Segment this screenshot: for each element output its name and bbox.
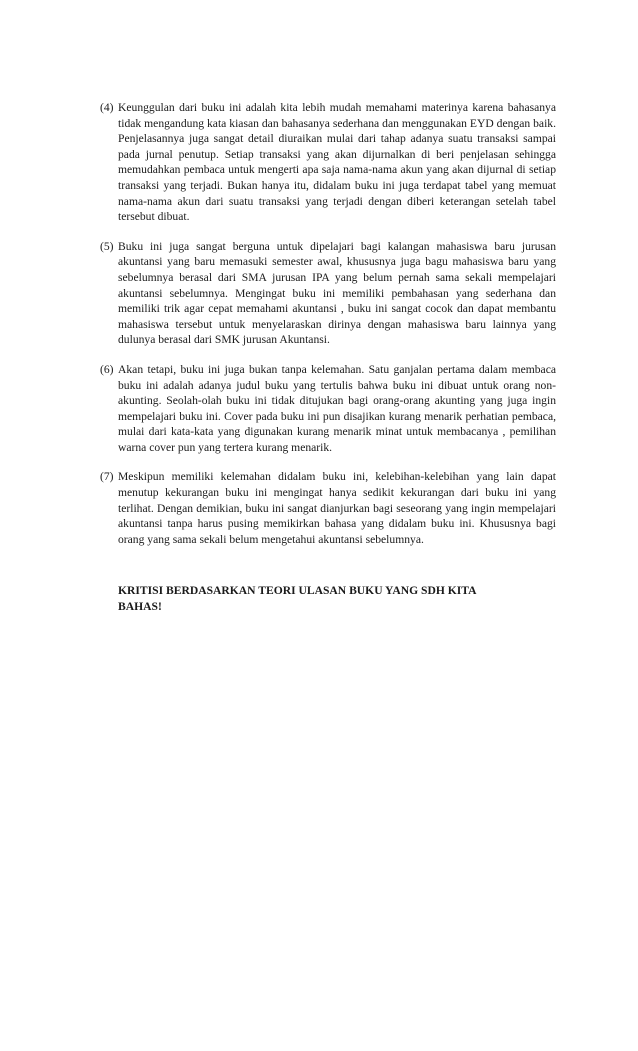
- paragraph-text: Buku ini juga sangat berguna untuk dipelajari bagi kalangan mahasiswa baru jurusan akuntansi yang baru memasuki semester awal, khususnya juga bagu mahasiswa baru yang sebelumnya berasal dari SMA jurusan IPA yang belum pernah sama sekali mempelajari akuntansi sebelumnya. Mengingat buku ini memiliki pembahasan yang sederhana dan memiliki trik agar cepat memahami akuntansi , buku ini sangat cocok dan dapat membantu mahasiswa tersebut untuk menyelaraskan dirinya dengan mahasiswa baru lainnya yang dulunya berasal dari SMK jurusan Akuntansi.: [118, 239, 556, 347]
- paragraph-6: [100, 362, 556, 456]
- paragraph-text: Meskipun memiliki kelemahan didalam buku ini, kelebihan-kelebihan yang lain dapat menutup kekurangan buku ini mengingat hanya sedikit kekurangan dari buku ini yang terlihat. Dengan demikian, buku ini sangat dianjurkan bagi seseorang yang ingin mempelajari akuntansi tanpa harus pusing memikirkan bahasa yang didalam buku ini. Khususnya bagi orang yang sama sekali belum mengetahui akuntansi sebelumnya.: [118, 470, 556, 546]
- paragraph-number: (6): [100, 362, 114, 376]
- paragraph-text: Akan tetapi, buku ini juga bukan tanpa kelemahan. Satu ganjalan pertama dalam membaca buku ini adalah adanya judul buku yang tertulis bahwa buku ini dibuat untuk orang non-akunting. Seolah-olah buku ini tidak ditujukan bagi orang-orang akunting yang juga ingin mempelajari buku ini. Cover pada buku ini pun disajikan kurang menarik perhatian pembaca, mulai dari kata-kata yang digunakan kurang menarik minat untuk membacanya , pemilihan warna cover pun yang tertera kurang menarik.: [118, 362, 556, 454]
- section-heading: KRITISI BERDASARKAN TEORI ULASAN BUKU YANG SDH KITA BAHAS!: [118, 584, 476, 614]
- paragraph-text: Keunggulan dari buku ini adalah kita lebih mudah memahami materinya karena bahasanya tidak mengandung kata kiasan dan bahasanya sederhana dan menggunakan EYD dengan baik. Penjelasannya juga sangat detail diuraikan mulai dari tahap adanya suatu transaksi sampai pada jurnal penutup. Setiap transaksi yang akan dijurnalkan di beri penjelasan sehingga memudahkan pembaca untuk mengerti apa saja nama-nama akun yang akan dijurnal di setiap transaksi yang terjadi. Bukan hanya itu, didalam buku ini juga terdapat tabel yang memuat nama-nama akun dari suatu transaksi yang terjadi dengan diberi keterangan setelah tabel tersebut dibuat.: [118, 101, 556, 224]
- paragraph-number: (5): [100, 239, 114, 253]
- paragraph-4: [100, 100, 556, 225]
- paragraph-7: [100, 469, 556, 547]
- paragraph-5: [100, 239, 556, 348]
- paragraph-number: (7): [100, 470, 114, 484]
- paragraph-number: (4): [100, 101, 114, 114]
